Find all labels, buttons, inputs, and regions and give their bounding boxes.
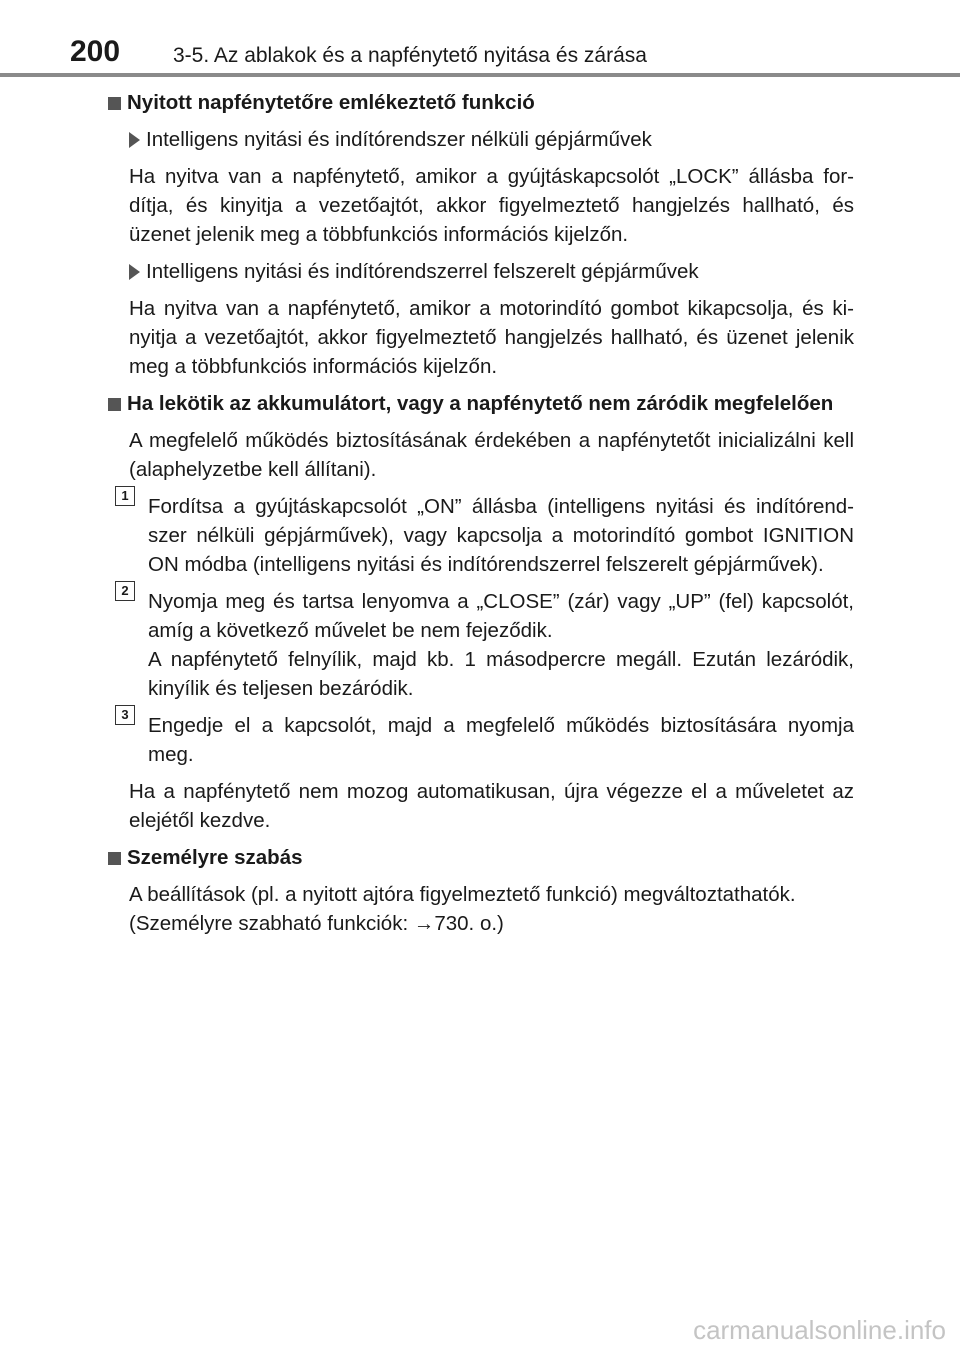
step-text bbox=[148, 711, 854, 769]
paragraph-without-smart-key: Ha nyitva van a napfénytető, amikor a gyújtáskapcsolót „LOCK” állásba for-dítja, és kinyitja a vezetőajtót, akkor figyelmeztető hangjelzés hallható, és üzenet jelenik meg a többfunkciós információs kijelzőn. bbox=[129, 165, 854, 246]
step-text bbox=[148, 587, 854, 703]
page-number: 200 bbox=[70, 35, 121, 68]
triangle-bullet-icon bbox=[129, 264, 140, 280]
step-2 bbox=[115, 583, 854, 703]
chapter-title: 3-5. Az ablakok és a napfénytető nyitása és zárása bbox=[173, 44, 647, 67]
paragraph-initialize-intro: A megfelelő működés biztosításának érdekében a napfénytetőt inicializálni kell (alaphelyzetbe kell állítani). bbox=[129, 429, 854, 481]
step-text-line: Fordítsa a gyújtáskapcsolót „ON” állásba (intelligens nyitási és indítórend-szer nélküli gépjárművek), vagy kapcsolja a motorindító gombot IGNITION ON módba (intelligens nyitási és indítórendszerrel felszerelt gépjárművek). bbox=[148, 495, 854, 576]
step-text bbox=[148, 492, 854, 579]
paragraph-customization bbox=[129, 880, 854, 938]
step-text-line: Engedje el a kapcsolót, majd a megfelelő működés biztosítására nyomja meg. bbox=[148, 714, 854, 766]
watermark: carmanualsonline.info bbox=[693, 1315, 946, 1345]
header-divider bbox=[0, 73, 960, 77]
square-bullet-icon bbox=[108, 97, 121, 110]
page-header bbox=[0, 0, 960, 78]
sub-heading-with-smart-key bbox=[129, 257, 854, 286]
paragraph-repeat-note: Ha a napfénytető nem mozog automatikusan, újra végezze el a műveletet az elejétől kezdve. bbox=[129, 780, 854, 832]
sub-heading-text: Intelligens nyitási és indítórendszerrel felszerelt gépjárművek bbox=[146, 260, 699, 283]
triangle-bullet-icon bbox=[129, 132, 140, 148]
paragraph-with-smart-key: Ha nyitva van a napfénytető, amikor a motorindító gombot kikapcsolja, és ki-nyitja a vezetőajtót, akkor figyelmeztető hangjelzés hallható, és üzenet jelenik meg a többfunkciós információs kijelzőn. bbox=[129, 297, 854, 378]
step-number-box: 3 bbox=[115, 705, 135, 725]
section-heading-battery bbox=[108, 389, 854, 418]
step-text-line: Nyomja meg és tartsa lenyomva a „CLOSE” (zár) vagy „UP” (fel) kapcsolót, amíg a következő művelet be nem fejeződik. bbox=[148, 590, 854, 642]
customization-line-1: A beállítások (pl. a nyitott ajtóra figyelmeztető funkció) megváltoztathatók. bbox=[129, 883, 796, 906]
sub-heading-without-smart-key bbox=[129, 125, 854, 154]
customization-page-reference: (Személyre szabható funkciók: →730. o.) bbox=[129, 912, 504, 935]
square-bullet-icon bbox=[108, 852, 121, 865]
section-heading-text: Nyitott napfénytetőre emlékeztető funkció bbox=[127, 91, 535, 114]
step-number-box: 2 bbox=[115, 581, 135, 601]
page-content bbox=[108, 88, 854, 938]
sub-heading-text: Intelligens nyitási és indítórendszer nélküli gépjárművek bbox=[146, 128, 652, 151]
step-number-box: 1 bbox=[115, 486, 135, 506]
section-heading-reminder bbox=[108, 88, 854, 117]
step-1 bbox=[115, 488, 854, 579]
section-heading-customization bbox=[108, 843, 854, 872]
square-bullet-icon bbox=[108, 398, 121, 411]
section-heading-text: Ha lekötik az akkumulátort, vagy a napfénytető nem záródik megfelelően bbox=[127, 392, 834, 415]
step-3 bbox=[115, 707, 854, 769]
step-text-result: A napfénytető felnyílik, majd kb. 1 másodpercre megáll. Ezután lezáródik, kinyílik és teljesen bezáródik. bbox=[148, 648, 854, 700]
section-heading-text: Személyre szabás bbox=[127, 846, 303, 869]
